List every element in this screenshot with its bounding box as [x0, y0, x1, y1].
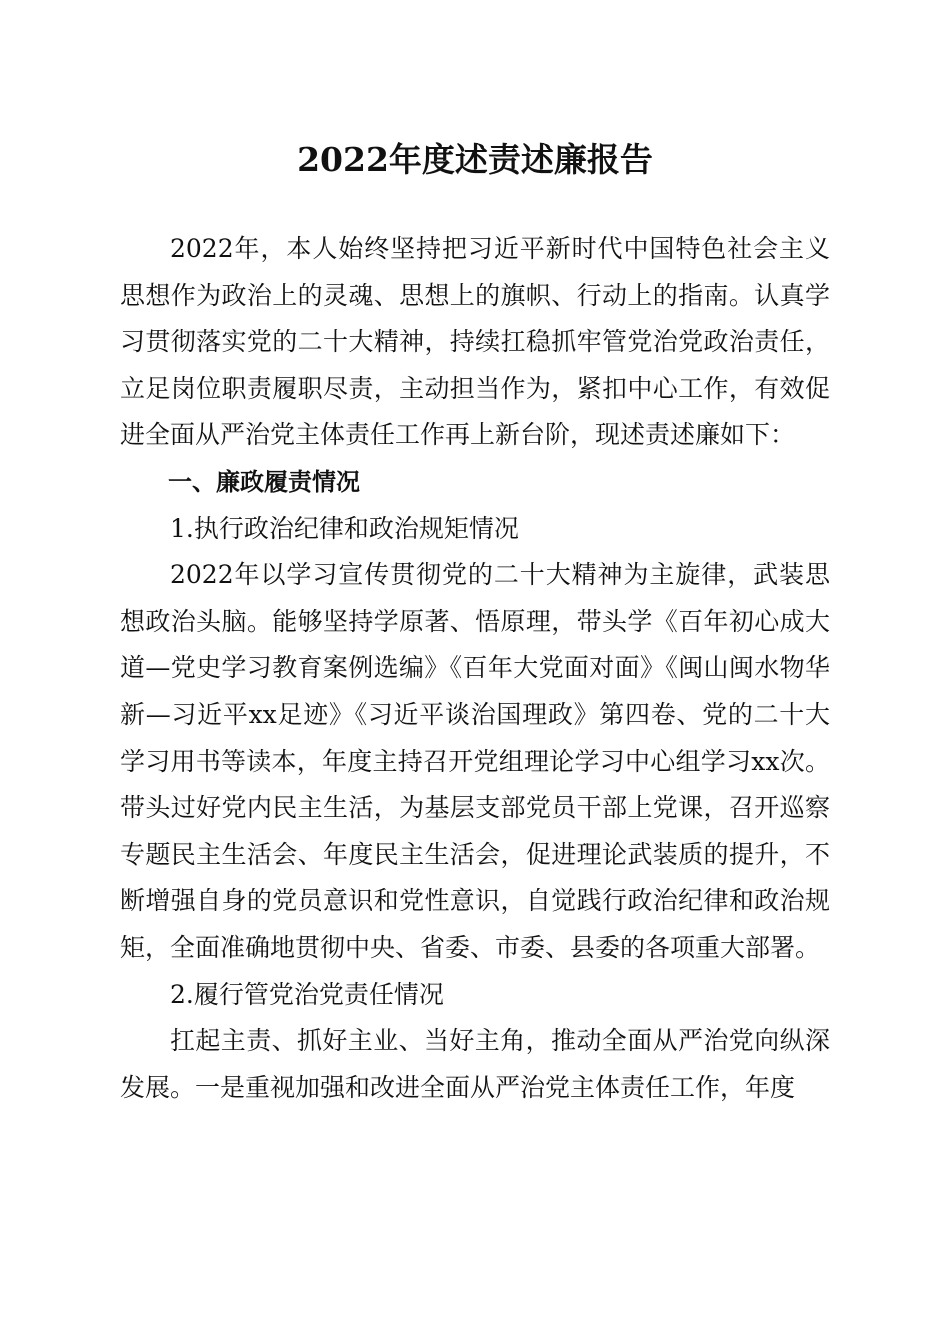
- party-governance-paragraph: 扛起主责、抓好主业、当好主角，推动全面从严治党向纵深发展。一是重视加强和改进全面从严治党主体责任工作，年度: [120, 1026, 830, 1102]
- section-heading-integrity: 一、廉政履责情况: [168, 467, 360, 496]
- subsection-heading-party-governance: 2.履行管党治党责任情况: [170, 979, 444, 1009]
- document-body: [120, 226, 830, 1111]
- political-discipline-paragraph: 2022年以学习宣传贯彻党的二十大精神为主旋律，武装思想政治头脑。能够坚持学原著、悟原理，带头学《百年初心成大道—党史学习教育案例选编》《百年大党面对面》《闽山闽水物华新—习近平xx足迹》《习近平谈治国理政》第四卷、党的二十大学习用书等读本，年度主持召开党组理论学习中心组学习xx次。带头过好党内民主生活，为基层支部党员干部上党课，召开巡察专题民主生活会、年度民主生活会，促进理论武装质的提升，不断增强自身的党员意识和党性意识，自觉践行政治纪律和政治规矩，全面准确地贯彻中央、省委、市委、县委的各项重大部署。: [120, 560, 830, 962]
- document-title: 2022年度述责述廉报告: [297, 140, 653, 179]
- intro-paragraph: 2022年，本人始终坚持把习近平新时代中国特色社会主义思想作为政治上的灵魂、思想上的旗帜、行动上的指南。认真学习贯彻落实党的二十大精神，持续扛稳抓牢管党治党政治责任，立足岗位职责履职尽责，主动担当作为，紧扣中心工作，有效促进全面从严治党主体责任工作再上新台阶，现述责述廉如下：: [120, 234, 830, 450]
- subsection-heading-political-discipline: 1.执行政治纪律和政治规矩情况: [170, 513, 519, 543]
